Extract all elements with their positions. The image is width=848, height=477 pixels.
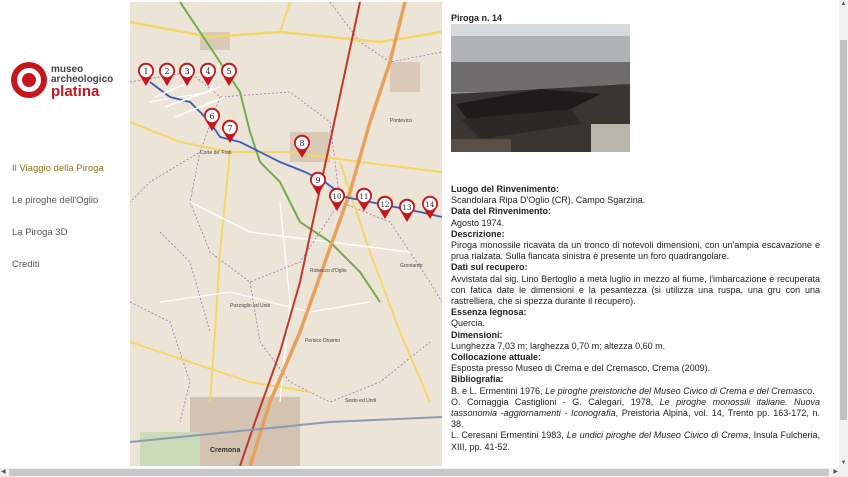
data-value: Agosto 1974. [451,217,505,228]
marker-number: 8 [299,139,305,148]
marker-number: 13 [402,204,412,212]
main-road [250,2,405,466]
scroll-right-icon[interactable]: ▶ [833,469,838,475]
marker-number: 9 [315,176,321,185]
nav-item-piroga-3d[interactable]: La Piroga 3D [12,227,68,238]
bib-title: Le piroghe preistoriche del Museo Civico di Crema e del Cremasco [545,385,813,396]
marker-number: 5 [226,67,232,76]
scroll-up-icon[interactable]: ▲ [840,1,847,7]
marker-number: 11 [359,193,369,201]
railway-line [240,2,360,466]
marker-number: 10 [332,193,342,201]
marker-number: 7 [227,124,233,133]
bib-rest: , Preistoria Alpina, vol. 14, Trento pp. 163-172, n. 38. [451,408,820,430]
map-marker-6[interactable] [204,108,220,131]
luogo-label: Luogo del Rinvenimento: [451,184,559,194]
place-label-persico: Persico Dosimo [305,338,341,344]
logo-ring-icon [11,62,47,98]
essenza-value: Quercia. [451,318,486,329]
main-nav [12,163,104,291]
map-marker-7[interactable] [222,120,238,143]
bibliography-entry [451,397,820,431]
place-label-sesto: Sesto ed Uniti [345,398,377,404]
vertical-scrollbar[interactable] [839,0,848,477]
scroll-left-icon[interactable]: ◀ [1,469,6,475]
recupero-label: Dati sul recupero: [451,262,528,273]
museum-photo-illustration [451,24,630,152]
place-label-robecco: Robecco d'Oglio [310,268,347,274]
map-marker-11[interactable] [356,188,372,211]
map-marker-10[interactable] [329,188,345,211]
collocazione-label: Collocazione attuale: [451,352,542,363]
data-label: Data del Rinvenimento: [451,206,552,217]
marker-number: 1 [143,67,149,76]
map-marker-13[interactable] [399,199,415,222]
nav-item-crediti[interactable]: Crediti [12,259,40,270]
bib-title: Le undici piroghe del Museo Civico di Crema [566,430,749,441]
logo-line-1: museo [51,64,84,75]
piroga-photo [451,24,630,152]
marker-number: 4 [205,67,211,76]
map-svg [130,2,442,466]
descrizione-value: Piroga monossile ricavata da un tronco di notevoli dimensioni, con un'ampia escavazione e prua rialzata. Sulla fiancata sinistra è presente un foro quadrangolare. [451,240,820,262]
museum-logo[interactable] [11,60,121,100]
dimensioni-value: Lunghezza 7,03 m; larghezza 0,70 m; altezza 0,60 m. [451,340,666,351]
piroga-title: Piroga n. 14 [451,13,503,23]
map-marker-3[interactable] [179,63,195,86]
sidebar [0,0,130,477]
luogo-value: Scandolara Ripa D'Oglio (CR), Campo Sgarzina. [451,195,646,206]
place-label-pozzaglio: Pozzaglio ed Uniti [230,303,271,309]
logo-line-2: archeologico [51,74,114,85]
piroga-details [451,184,820,453]
map-panel[interactable] [130,2,442,466]
nav-item-piroghe[interactable]: Le piroghe dell'Oglio [12,195,99,206]
bibliografia-label: Bibliografia: [451,374,504,385]
bib-title: Le piroghe monossili italiane. Nuova tassonomia -aggiornamenti - Iconografia [451,396,820,419]
bib-rest: . [812,385,815,396]
scroll-thumb[interactable] [840,40,847,420]
place-label-corte-dei-frati: Corte de' Frati [200,150,232,156]
bib-rest: , Insula Fulcheria, XIII, pp. 41-52. [451,430,821,452]
marker-number: 3 [184,67,190,76]
bib-author: O. Cornaggia Castiglioni - G. Calegari, 1978, [451,396,660,407]
horizontal-scrollbar[interactable] [0,468,839,477]
marker-number: 2 [164,67,170,76]
descrizione-label: Descrizione: [451,228,505,239]
scroll-down-icon[interactable]: ▼ [840,460,847,466]
town-area [390,62,420,92]
hscroll-thumb[interactable] [9,469,829,476]
logo-line-3: platina [51,83,100,100]
map-marker-12[interactable] [377,196,393,219]
marker-number: 12 [380,201,390,209]
marker-number: 6 [209,112,215,121]
collocazione-value: Esposta presso Museo di Crema e del Cremasco, Crema (2009). [451,363,711,374]
bibliography-entry [451,386,820,397]
piroga-detail [451,0,822,477]
dimensioni-label: Dimensioni: [451,329,503,340]
bib-author: L. Ceresani Ermentini 1983, [451,430,567,441]
bib-author: B. e L. Ermentini 1976, [451,385,546,396]
bibliography-entry [451,430,820,452]
nav-item-viaggio[interactable]: Il Viaggio della Piroga [12,163,104,174]
essenza-label: Essenza legnosa: [451,307,527,318]
place-label-pontevico: Pontevico [390,118,412,124]
map-marker-2[interactable] [159,63,175,86]
place-label-cremona: Cremona [210,447,241,454]
recupero-value: Avvistata dal sig. Lino Bertoglio a metà luglio in mezzo al fiume, l'imbarcazione è recuperata con fatica date le dimensioni e la pesantezza (si utilizza una ruspa, una gru con una rastrelliera, che si spezza durante il recupero). [451,273,820,307]
place-label-grontardo: Grontardo [400,263,423,269]
map-marker-9[interactable] [310,172,326,195]
marker-number: 14 [425,201,435,209]
